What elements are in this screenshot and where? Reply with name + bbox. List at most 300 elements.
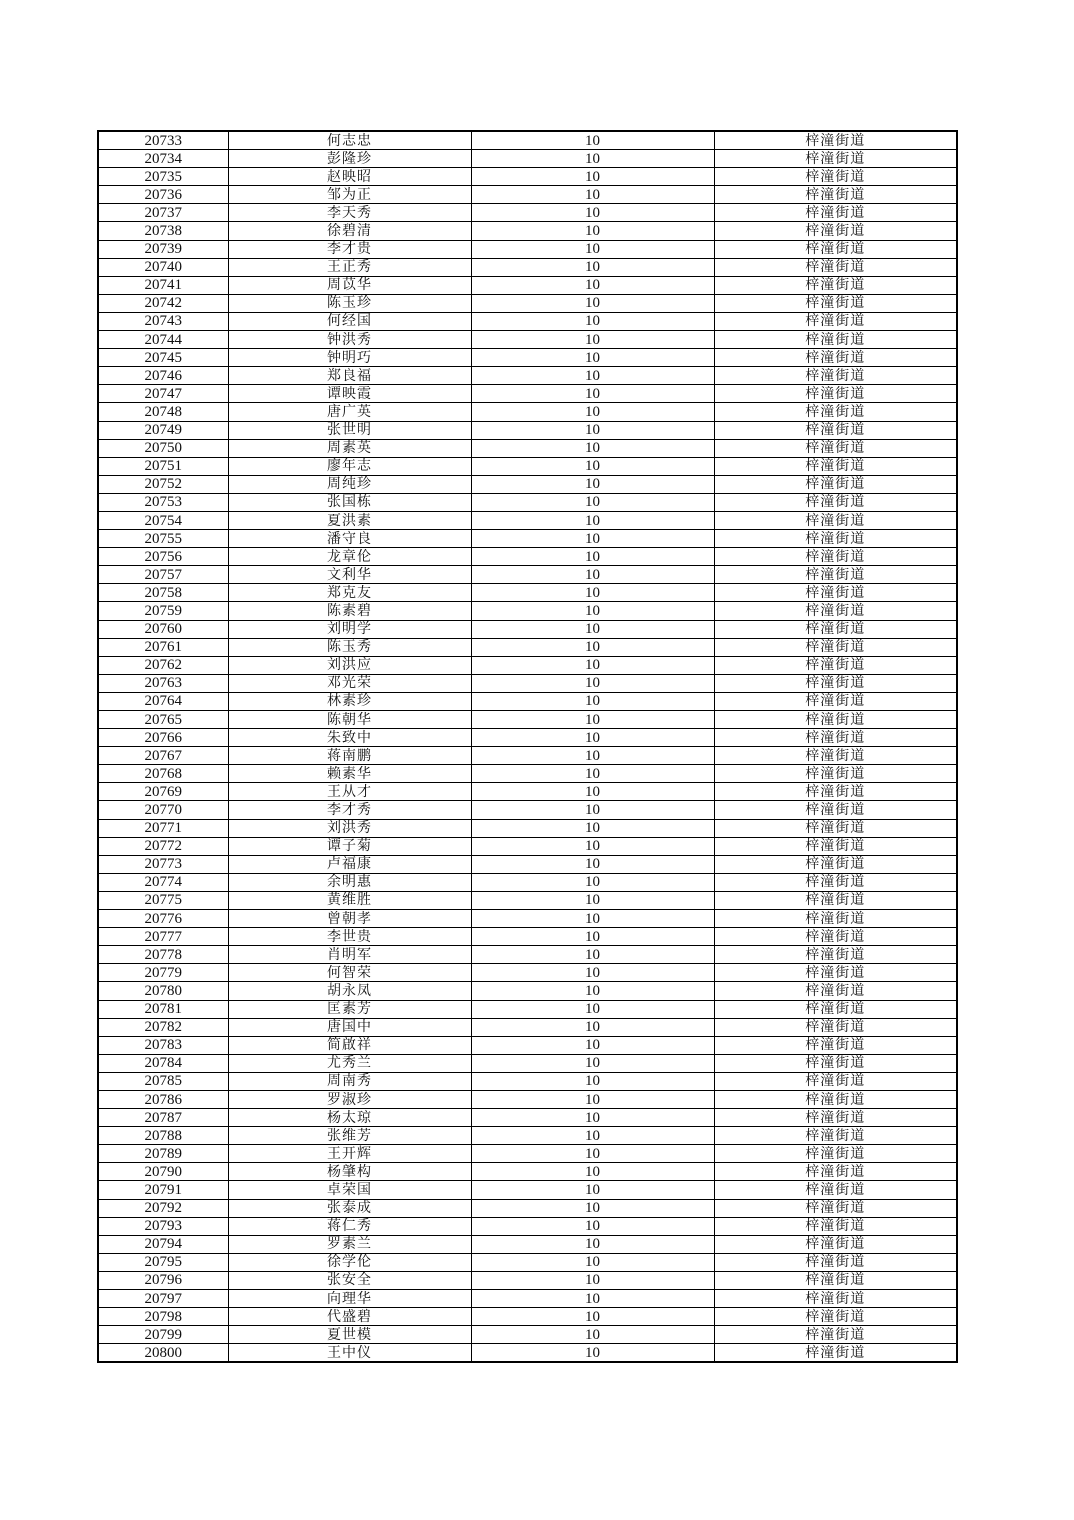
person-name-cell: 肖明军 [228,946,471,964]
street-cell: 梓潼街道 [714,168,957,186]
table-row [98,620,957,638]
person-name-cell: 唐国中 [228,1018,471,1036]
table-row [98,204,957,222]
amount-cell: 10 [471,946,714,964]
street-cell: 梓潼街道 [714,819,957,837]
table-row [98,475,957,493]
record-number-cell: 20742 [98,294,228,312]
amount-cell: 10 [471,638,714,656]
amount-cell: 10 [471,1290,714,1308]
record-number-cell: 20749 [98,421,228,439]
street-cell: 梓潼街道 [714,729,957,747]
record-number-cell: 20733 [98,131,228,150]
person-name-cell: 唐广英 [228,403,471,421]
street-cell: 梓潼街道 [714,511,957,529]
record-number-cell: 20756 [98,548,228,566]
record-number-cell: 20762 [98,656,228,674]
record-number-cell: 20735 [98,168,228,186]
table-row [98,1344,957,1363]
street-cell: 梓潼街道 [714,982,957,1000]
amount-cell: 10 [471,1308,714,1326]
table-row [98,602,957,620]
table-row [98,1090,957,1108]
person-name-cell: 余明惠 [228,873,471,891]
record-number-cell: 20746 [98,367,228,385]
table-row [98,566,957,584]
table-row [98,964,957,982]
person-name-cell: 何经国 [228,312,471,330]
record-number-cell: 20757 [98,566,228,584]
person-name-cell: 王正秀 [228,258,471,276]
amount-cell: 10 [471,331,714,349]
person-name-cell: 夏世模 [228,1326,471,1344]
person-name-cell: 徐碧清 [228,222,471,240]
street-cell: 梓潼街道 [714,747,957,765]
amount-cell: 10 [471,765,714,783]
street-cell: 梓潼街道 [714,294,957,312]
record-number-cell: 20797 [98,1290,228,1308]
street-cell: 梓潼街道 [714,1217,957,1235]
person-name-cell: 卓荣国 [228,1181,471,1199]
amount-cell: 10 [471,1163,714,1181]
table-row [98,855,957,873]
amount-cell: 10 [471,1326,714,1344]
street-cell: 梓潼街道 [714,439,957,457]
street-cell: 梓潼街道 [714,711,957,729]
street-cell: 梓潼街道 [714,964,957,982]
table-row [98,367,957,385]
table-row [98,511,957,529]
amount-cell: 10 [471,819,714,837]
amount-cell: 10 [471,1217,714,1235]
person-name-cell: 陈玉秀 [228,638,471,656]
person-name-cell: 刘洪秀 [228,819,471,837]
table-row [98,747,957,765]
table-row [98,1235,957,1253]
street-cell: 梓潼街道 [714,367,957,385]
record-number-cell: 20763 [98,674,228,692]
amount-cell: 10 [471,584,714,602]
person-name-cell: 郑良福 [228,367,471,385]
record-number-cell: 20781 [98,1000,228,1018]
street-cell: 梓潼街道 [714,566,957,584]
amount-cell: 10 [471,891,714,909]
person-name-cell: 杨肇构 [228,1163,471,1181]
person-name-cell: 张国栋 [228,493,471,511]
table-row [98,1181,957,1199]
amount-cell: 10 [471,457,714,475]
street-cell: 梓潼街道 [714,276,957,294]
street-cell: 梓潼街道 [714,837,957,855]
street-cell: 梓潼街道 [714,222,957,240]
record-number-cell: 20753 [98,493,228,511]
record-number-cell: 20774 [98,873,228,891]
amount-cell: 10 [471,403,714,421]
record-number-cell: 20799 [98,1326,228,1344]
amount-cell: 10 [471,620,714,638]
amount-cell: 10 [471,530,714,548]
person-name-cell: 周南秀 [228,1072,471,1090]
record-number-cell: 20780 [98,982,228,1000]
record-number-cell: 20800 [98,1344,228,1363]
amount-cell: 10 [471,964,714,982]
table-row [98,801,957,819]
street-cell: 梓潼街道 [714,620,957,638]
table-row [98,258,957,276]
street-cell: 梓潼街道 [714,855,957,873]
street-cell: 梓潼街道 [714,1181,957,1199]
table-row [98,928,957,946]
amount-cell: 10 [471,910,714,928]
amount-cell: 10 [471,367,714,385]
table-row [98,150,957,168]
person-name-cell: 杨太琼 [228,1109,471,1127]
street-cell: 梓潼街道 [714,1054,957,1072]
table-row [98,946,957,964]
amount-cell: 10 [471,1018,714,1036]
amount-cell: 10 [471,1000,714,1018]
amount-cell: 10 [471,747,714,765]
table-row [98,729,957,747]
amount-cell: 10 [471,1253,714,1271]
table-row [98,1199,957,1217]
amount-cell: 10 [471,873,714,891]
table-row [98,674,957,692]
table-row [98,1308,957,1326]
person-name-cell: 李才贵 [228,240,471,258]
record-number-cell: 20783 [98,1036,228,1054]
amount-cell: 10 [471,928,714,946]
street-cell: 梓潼街道 [714,548,957,566]
table-row [98,1036,957,1054]
table-row [98,692,957,710]
record-number-cell: 20738 [98,222,228,240]
street-cell: 梓潼街道 [714,910,957,928]
record-number-cell: 20744 [98,331,228,349]
person-name-cell: 刘洪应 [228,656,471,674]
street-cell: 梓潼街道 [714,801,957,819]
person-name-cell: 钟明巧 [228,349,471,367]
record-number-cell: 20755 [98,530,228,548]
table-row [98,240,957,258]
amount-cell: 10 [471,1235,714,1253]
street-cell: 梓潼街道 [714,946,957,964]
street-cell: 梓潼街道 [714,1199,957,1217]
person-name-cell: 代盛碧 [228,1308,471,1326]
amount-cell: 10 [471,674,714,692]
street-cell: 梓潼街道 [714,674,957,692]
table-row [98,1326,957,1344]
person-name-cell: 黄维胜 [228,891,471,909]
table-row [98,276,957,294]
amount-cell: 10 [471,1090,714,1108]
roster-table [97,130,958,1363]
amount-cell: 10 [471,385,714,403]
record-number-cell: 20785 [98,1072,228,1090]
person-name-cell: 郑克友 [228,584,471,602]
amount-cell: 10 [471,222,714,240]
table-row [98,1163,957,1181]
record-number-cell: 20793 [98,1217,228,1235]
table-row [98,548,957,566]
amount-cell: 10 [471,421,714,439]
amount-cell: 10 [471,982,714,1000]
amount-cell: 10 [471,168,714,186]
table-row [98,765,957,783]
record-number-cell: 20734 [98,150,228,168]
record-number-cell: 20794 [98,1235,228,1253]
record-number-cell: 20760 [98,620,228,638]
street-cell: 梓潼街道 [714,1145,957,1163]
street-cell: 梓潼街道 [714,602,957,620]
record-number-cell: 20761 [98,638,228,656]
street-cell: 梓潼街道 [714,584,957,602]
record-number-cell: 20748 [98,403,228,421]
amount-cell: 10 [471,1199,714,1217]
record-number-cell: 20798 [98,1308,228,1326]
record-number-cell: 20754 [98,511,228,529]
record-number-cell: 20764 [98,692,228,710]
person-name-cell: 龙章伦 [228,548,471,566]
street-cell: 梓潼街道 [714,638,957,656]
table-row [98,1253,957,1271]
person-name-cell: 李才秀 [228,801,471,819]
amount-cell: 10 [471,1181,714,1199]
person-name-cell: 周苡华 [228,276,471,294]
table-row [98,403,957,421]
table-row [98,837,957,855]
person-name-cell: 张维芳 [228,1127,471,1145]
amount-cell: 10 [471,855,714,873]
table-row [98,1109,957,1127]
street-cell: 梓潼街道 [714,457,957,475]
amount-cell: 10 [471,602,714,620]
table-row [98,312,957,330]
record-number-cell: 20773 [98,855,228,873]
record-number-cell: 20766 [98,729,228,747]
amount-cell: 10 [471,240,714,258]
amount-cell: 10 [471,783,714,801]
amount-cell: 10 [471,548,714,566]
person-name-cell: 胡永凤 [228,982,471,1000]
amount-cell: 10 [471,186,714,204]
person-name-cell: 王中仪 [228,1344,471,1363]
amount-cell: 10 [471,1109,714,1127]
street-cell: 梓潼街道 [714,873,957,891]
table-row [98,819,957,837]
person-name-cell: 卢福康 [228,855,471,873]
amount-cell: 10 [471,566,714,584]
table-row [98,493,957,511]
person-name-cell: 李世贵 [228,928,471,946]
table-row [98,385,957,403]
person-name-cell: 文利华 [228,566,471,584]
person-name-cell: 张世明 [228,421,471,439]
record-number-cell: 20776 [98,910,228,928]
person-name-cell: 陈玉珍 [228,294,471,312]
record-number-cell: 20759 [98,602,228,620]
amount-cell: 10 [471,258,714,276]
table-row [98,1290,957,1308]
person-name-cell: 廖年志 [228,457,471,475]
table-row [98,294,957,312]
person-name-cell: 蒋南鹏 [228,747,471,765]
record-number-cell: 20789 [98,1145,228,1163]
record-number-cell: 20772 [98,837,228,855]
street-cell: 梓潼街道 [714,1344,957,1363]
street-cell: 梓潼街道 [714,1326,957,1344]
amount-cell: 10 [471,276,714,294]
table-row [98,1000,957,1018]
amount-cell: 10 [471,1127,714,1145]
table-row [98,222,957,240]
record-number-cell: 20787 [98,1109,228,1127]
roster-table-body [98,131,957,1362]
record-number-cell: 20771 [98,819,228,837]
street-cell: 梓潼街道 [714,765,957,783]
record-number-cell: 20784 [98,1054,228,1072]
table-row [98,1054,957,1072]
amount-cell: 10 [471,1036,714,1054]
street-cell: 梓潼街道 [714,403,957,421]
street-cell: 梓潼街道 [714,1000,957,1018]
record-number-cell: 20770 [98,801,228,819]
person-name-cell: 蒋仁秀 [228,1217,471,1235]
person-name-cell: 陈朝华 [228,711,471,729]
person-name-cell: 夏洪素 [228,511,471,529]
person-name-cell: 钟洪秀 [228,331,471,349]
amount-cell: 10 [471,475,714,493]
amount-cell: 10 [471,837,714,855]
record-number-cell: 20768 [98,765,228,783]
amount-cell: 10 [471,131,714,150]
record-number-cell: 20769 [98,783,228,801]
record-number-cell: 20792 [98,1199,228,1217]
street-cell: 梓潼街道 [714,204,957,222]
person-name-cell: 徐学伦 [228,1253,471,1271]
street-cell: 梓潼街道 [714,1271,957,1289]
person-name-cell: 张泰成 [228,1199,471,1217]
table-row [98,1018,957,1036]
table-row [98,331,957,349]
street-cell: 梓潼街道 [714,891,957,909]
table-row [98,1127,957,1145]
street-cell: 梓潼街道 [714,928,957,946]
record-number-cell: 20740 [98,258,228,276]
table-row [98,1217,957,1235]
table-row [98,131,957,150]
person-name-cell: 何志忠 [228,131,471,150]
record-number-cell: 20777 [98,928,228,946]
street-cell: 梓潼街道 [714,783,957,801]
person-name-cell: 谭子菊 [228,837,471,855]
person-name-cell: 简啟祥 [228,1036,471,1054]
record-number-cell: 20767 [98,747,228,765]
amount-cell: 10 [471,1271,714,1289]
table-row [98,1072,957,1090]
amount-cell: 10 [471,1145,714,1163]
street-cell: 梓潼街道 [714,1163,957,1181]
record-number-cell: 20758 [98,584,228,602]
amount-cell: 10 [471,1072,714,1090]
record-number-cell: 20747 [98,385,228,403]
table-row [98,910,957,928]
street-cell: 梓潼街道 [714,312,957,330]
person-name-cell: 王从才 [228,783,471,801]
person-name-cell: 罗淑珍 [228,1090,471,1108]
person-name-cell: 陈素碧 [228,602,471,620]
street-cell: 梓潼街道 [714,240,957,258]
person-name-cell: 邹为正 [228,186,471,204]
record-number-cell: 20786 [98,1090,228,1108]
amount-cell: 10 [471,1344,714,1363]
street-cell: 梓潼街道 [714,1018,957,1036]
table-row [98,982,957,1000]
person-name-cell: 张安全 [228,1271,471,1289]
table-row [98,873,957,891]
record-number-cell: 20741 [98,276,228,294]
amount-cell: 10 [471,204,714,222]
amount-cell: 10 [471,312,714,330]
person-name-cell: 赖素华 [228,765,471,783]
street-cell: 梓潼街道 [714,385,957,403]
amount-cell: 10 [471,656,714,674]
street-cell: 梓潼街道 [714,1109,957,1127]
record-number-cell: 20736 [98,186,228,204]
amount-cell: 10 [471,1054,714,1072]
street-cell: 梓潼街道 [714,258,957,276]
record-number-cell: 20778 [98,946,228,964]
amount-cell: 10 [471,349,714,367]
amount-cell: 10 [471,692,714,710]
amount-cell: 10 [471,439,714,457]
table-row [98,656,957,674]
amount-cell: 10 [471,493,714,511]
street-cell: 梓潼街道 [714,1253,957,1271]
street-cell: 梓潼街道 [714,1072,957,1090]
table-row [98,1271,957,1289]
record-number-cell: 20791 [98,1181,228,1199]
table-row [98,530,957,548]
amount-cell: 10 [471,801,714,819]
street-cell: 梓潼街道 [714,131,957,150]
person-name-cell: 王开辉 [228,1145,471,1163]
person-name-cell: 尤秀兰 [228,1054,471,1072]
street-cell: 梓潼街道 [714,349,957,367]
street-cell: 梓潼街道 [714,1127,957,1145]
person-name-cell: 赵映昭 [228,168,471,186]
table-row [98,457,957,475]
record-number-cell: 20737 [98,204,228,222]
person-name-cell: 刘明学 [228,620,471,638]
street-cell: 梓潼街道 [714,1290,957,1308]
person-name-cell: 潘守良 [228,530,471,548]
amount-cell: 10 [471,729,714,747]
street-cell: 梓潼街道 [714,186,957,204]
table-row [98,638,957,656]
amount-cell: 10 [471,294,714,312]
person-name-cell: 林素珍 [228,692,471,710]
record-number-cell: 20782 [98,1018,228,1036]
record-number-cell: 20752 [98,475,228,493]
table-row [98,1145,957,1163]
person-name-cell: 向理华 [228,1290,471,1308]
table-row [98,783,957,801]
street-cell: 梓潼街道 [714,530,957,548]
amount-cell: 10 [471,711,714,729]
record-number-cell: 20775 [98,891,228,909]
person-name-cell: 何智荣 [228,964,471,982]
